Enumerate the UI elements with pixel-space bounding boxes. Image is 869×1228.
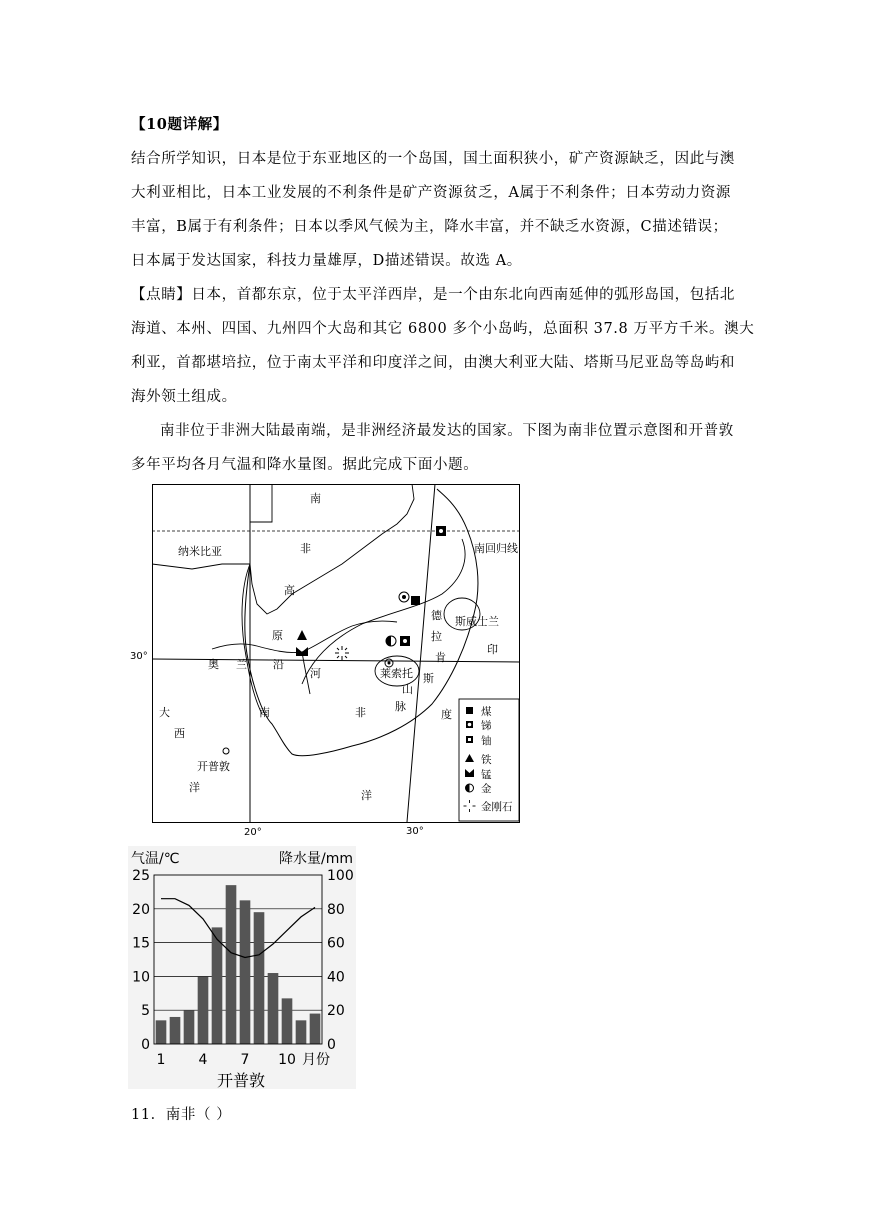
legend-uranium: 铀: [481, 735, 492, 747]
x-axis-label: 月份: [302, 1052, 330, 1068]
lat-30-label: 30°: [130, 651, 148, 662]
x-tick-label: 1: [156, 1052, 166, 1068]
map-label: 河: [310, 667, 321, 680]
precipitation-bar: [254, 912, 265, 1044]
legend-diamond: 金刚石: [481, 801, 513, 813]
map-label: 高: [284, 584, 295, 597]
river-branch: [302, 652, 310, 694]
map-legend: [459, 699, 519, 821]
precipitation-bar: [296, 1020, 307, 1044]
x-tick-label: 4: [198, 1052, 208, 1068]
capetown-marker: [223, 748, 229, 754]
section-heading: 【10题详解】: [131, 116, 228, 133]
question-11: 11．南非（ ）: [131, 1107, 232, 1123]
map-label: 斯威士兰: [455, 615, 499, 628]
y-left-tick-label: 25: [132, 868, 150, 884]
gold-dot-symbol: [399, 592, 409, 602]
y-left-tick-label: 5: [141, 1003, 150, 1020]
diamond-symbol: [335, 646, 349, 660]
manganese-symbol: [296, 647, 308, 656]
y-right-tick-label: 60: [327, 935, 345, 952]
map-label: 度: [441, 708, 452, 721]
y-left-tick-label: 20: [132, 901, 150, 918]
gold-symbol: [386, 636, 396, 646]
chart-title: 开普敦: [217, 1071, 266, 1090]
map-label: 斯: [423, 672, 434, 685]
map-label: 脉: [395, 700, 406, 713]
map-label: 原: [272, 629, 283, 642]
y-left-tick-label: 15: [132, 935, 150, 952]
map-label: 西: [174, 727, 185, 740]
explanation-line: 日本属于发达国家，科技力量雄厚，D描述错误。故选 A。: [131, 253, 522, 269]
y-right-tick-label: 80: [327, 901, 345, 918]
uranium-symbol: [436, 526, 446, 536]
map-label: 南: [310, 492, 321, 505]
lon-30-label: 30°: [406, 826, 424, 837]
map-label: 开普敦: [197, 760, 230, 773]
y-right-tick-label: 100: [327, 868, 354, 884]
lesotho-marker: [385, 659, 393, 667]
map-label: 印: [487, 643, 498, 656]
y-left-tick-label: 10: [132, 969, 150, 986]
legend-gold: 金: [481, 783, 492, 795]
precipitation-bar: [310, 1014, 321, 1044]
map-label: 沿: [273, 658, 284, 671]
y-right-tick-label: 40: [327, 969, 345, 986]
explanation-line: 结合所学知识，日本是位于东亚地区的一个岛国，国土面积狭小，矿产资源缺乏，因此与澳: [131, 151, 735, 167]
iron-symbol: [297, 630, 307, 640]
precipitation-bar: [198, 976, 209, 1044]
precipitation-bar: [226, 885, 237, 1044]
longitude-30-line: [407, 484, 435, 822]
intro-line: 南非位于非洲大陆最南端，是非洲经济最发达的国家。下图为南非位置示意图和开普敦: [160, 423, 734, 439]
y-right-label: 降水量/mm: [279, 851, 353, 867]
tip-line: 海道、本州、四国、九州四个大岛和其它 6800 多个小岛屿，总面积 37.8 万平方千米。澳大: [131, 321, 755, 337]
tip-line: 利亚，首都堪培拉，位于南太平洋和印度洋之间，由澳大利亚大陆、塔斯马尼亚岛等岛屿和: [131, 355, 735, 371]
map-label: 肯: [435, 651, 446, 664]
map-label: 拉: [431, 630, 442, 643]
map-label: 奥: [208, 658, 219, 671]
legend-manganese: 锰: [481, 769, 492, 781]
y-right-tick-label: 0: [327, 1037, 336, 1053]
precipitation-bar: [282, 998, 293, 1044]
map-label: 非: [300, 542, 311, 555]
x-tick-label: 7: [240, 1052, 250, 1068]
precipitation-bar: [184, 1010, 195, 1044]
precipitation-bar: [156, 1020, 167, 1044]
map-label: 大: [159, 706, 170, 719]
lon-20-label: 20°: [244, 827, 262, 838]
tip-line: 海外领土组成。: [131, 389, 237, 405]
legend-iron: 铁: [481, 754, 492, 766]
precipitation-bar: [170, 1017, 181, 1044]
map-label: 洋: [189, 781, 200, 794]
map-label: 洋: [361, 789, 372, 802]
precipitation-bar: [212, 927, 223, 1044]
precipitation-bar: [268, 973, 279, 1044]
y-left-label: 气温/℃: [131, 851, 180, 867]
x-tick-label: 10: [278, 1052, 296, 1068]
y-right-tick-label: 20: [327, 1003, 345, 1020]
map-label: 南回归线: [474, 542, 518, 555]
namibia-border: [250, 484, 272, 522]
explanation-line: 大利亚相比，日本工业发展的不利条件是矿产资源贫乏，A属于不利条件；日本劳动力资源: [131, 185, 731, 201]
map-label: 山: [402, 683, 413, 696]
coal-symbol: [411, 596, 420, 605]
map-label: 纳米比亚: [178, 545, 222, 558]
explanation-line: 丰富，B属于有利条件；日本以季风气候为主，降水丰富，并不缺乏水资源，C描述错误；: [131, 219, 728, 235]
y-left-tick-label: 0: [141, 1037, 150, 1053]
capetown-climate-chart: [128, 846, 360, 1091]
uranium-symbol-2: [400, 636, 410, 646]
map-label: 兰: [236, 658, 247, 671]
south-africa-map: [152, 484, 522, 829]
map-label: 南: [259, 706, 270, 719]
map-label: 德: [431, 609, 442, 622]
legend-antimony: 锑: [481, 720, 492, 732]
tip-line: 【点睛】日本，首都东京，位于太平洋西岸，是一个由东北向西南延伸的弧形岛国，包括北: [131, 287, 735, 303]
intro-line: 多年平均各月气温和降水量图。据此完成下面小题。: [131, 457, 479, 473]
precipitation-bar: [240, 900, 251, 1044]
map-label: 非: [355, 706, 366, 719]
legend-coal: 煤: [481, 706, 492, 718]
map-label: 莱索托: [380, 667, 413, 680]
